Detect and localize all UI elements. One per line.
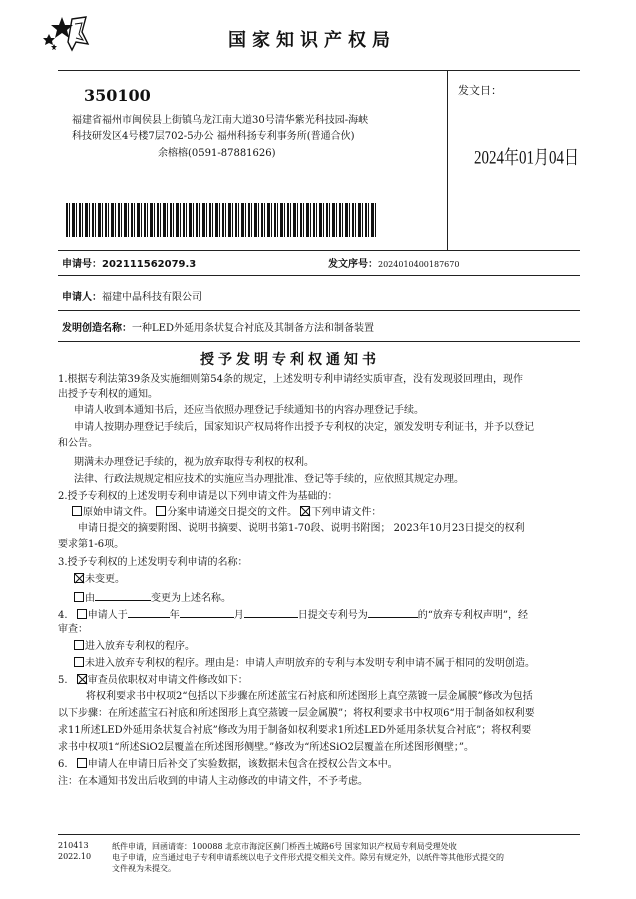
option-name-changed-a: 由 — [85, 593, 95, 604]
section-4-option-2 — [74, 657, 535, 671]
address-line-3: 余榕榕(0591-87881626) — [158, 148, 276, 159]
checkbox-following-docs[interactable] — [300, 506, 310, 516]
serial-number: 2024010400187670 — [378, 260, 460, 269]
option-divisional-docs: 分案申请递交日提交的文件。 — [167, 507, 298, 518]
notice-note: 注：在本通知书发出后收到的申请人主动修改的申请文件，不予考虑。 — [58, 776, 368, 787]
applicant-label: 申请人： — [62, 292, 102, 303]
section-2-options — [72, 506, 381, 520]
office-name: 国家知识产权局 — [228, 30, 396, 51]
section-4-number: 4. — [58, 610, 68, 621]
address-line-1: 福建省福州市闽侯县上街镇乌龙江南大道30号清华紫光科技园-海峡 — [72, 115, 369, 126]
application-number: 202111562079.3 — [102, 259, 197, 270]
option-name-changed-b: 变更为上述名称。 — [151, 593, 231, 604]
option-original-docs: 原始申请文件。 — [83, 507, 153, 518]
para-4: 期满未办理登记手续的，视为放弃取得专利权的权利。 — [74, 457, 314, 468]
checkbox-original-docs[interactable] — [72, 506, 82, 516]
option-following-docs: 下列申请文件： — [311, 507, 382, 518]
national-emblem-logo — [42, 14, 90, 54]
dispatch-date-label: 发文日： — [458, 84, 502, 97]
checkbox-supplementary-data[interactable] — [77, 758, 87, 768]
para-1-a: 1.根据专利法第39条及实施细则第54条的规定，上述发明专利申请经实质审查，没有发现驳回理由，现作 — [58, 374, 523, 385]
barcode — [66, 203, 376, 237]
checkbox-name-unchanged[interactable] — [74, 573, 84, 583]
address-line-2: 科技研发区4号楼7层702-5办公 福州科扬专利事务所(普通合伙) — [72, 131, 355, 142]
section-6-row — [58, 758, 398, 772]
section-4-option-1 — [74, 640, 195, 654]
section-4-row — [58, 607, 528, 623]
section-5-number: 5. — [58, 675, 68, 686]
dispatch-date: 2024年01月04日 — [474, 148, 580, 169]
invention-label: 发明创造名称： — [62, 323, 132, 334]
para-2: 申请人收到本通知书后，还应当依照办理登记手续通知书的内容办理登记手续。 — [74, 405, 424, 416]
checkbox-not-enter-waiver[interactable] — [74, 657, 84, 667]
serial-number-row — [328, 255, 459, 270]
footer-line-1: 纸件申请，回函请寄：100088 北京市海淀区蓟门桥西土城路6号 国家知识产权局专利局受理处收 — [112, 842, 457, 851]
applicant-name: 福建中晶科技有限公司 — [102, 292, 202, 303]
section-4-c: 审查： — [58, 624, 88, 635]
option-name-unchanged: 未变更。 — [85, 574, 125, 585]
section-3-option-1 — [74, 573, 125, 587]
footer-code-1: 210413 — [58, 841, 89, 850]
postcode: 350100 — [84, 86, 151, 105]
section-2-detail-a: 申请日提交的摘要附图、说明书摘要、说明书第1-70段、说明书附图； 2023年10月23日提交的权利 — [78, 523, 525, 534]
serial-number-label: 发文序号： — [328, 259, 378, 270]
para-3-a: 申请人按期办理登记手续后，国家知识产权局将作出授予专利权的决定，颁发发明专利证书，并予以登记 — [74, 422, 534, 433]
application-number-label: 申请号： — [62, 259, 102, 270]
section-2-heading: 2.授予专利权的上述发明专利申请是以下列申请文件为基础的： — [58, 491, 338, 502]
section-4-month: 月 — [233, 610, 244, 621]
para-1-b: 出授予专利权的通知。 — [58, 389, 158, 400]
office-logo — [42, 14, 90, 54]
footer-code-2: 2022.10 — [58, 852, 92, 861]
checkbox-name-changed[interactable] — [74, 592, 84, 602]
footer-line-2: 电子申请，应当通过电子专利申请系统以电子文件形式提交相关文件。除另有规定外，以纸件等其他形式提交的 — [112, 853, 504, 862]
checkbox-examiner-amend[interactable] — [77, 674, 87, 684]
section-5-body-1: 将权利要求书中权项2“包括以下步骤在所述蓝宝石衬底和所述图形上真空蒸镀一层金属膜”修改为包括 — [86, 691, 533, 702]
checkbox-enter-waiver[interactable] — [74, 640, 84, 650]
para-5: 法律、行政法规规定相应技术的实施应当办理批准、登记等手续的，应依照其规定办理。 — [74, 474, 464, 485]
section-6-text: 申请人在申请日后补交了实验数据，该数据未包含在授权公告文本中。 — [87, 759, 398, 770]
section-5-body-2: 以下步骤：在所述蓝宝石衬底和所述图形上真空蒸镀一层金属膜”；将权利要求书中权项6“用于制备如权利要 — [58, 708, 535, 719]
section-4-day: 日提交专利号为 — [297, 610, 368, 621]
option-enter-waiver: 进入放弃专利权的程序。 — [85, 641, 195, 652]
section-2-detail-b: 要求第1-6项。 — [58, 539, 125, 550]
application-number-row — [62, 255, 196, 270]
section-5-heading: 审查员依职权对申请文件修改如下： — [87, 675, 248, 686]
section-3-heading: 3.授予专利权的上述发明专利申请的名称： — [58, 557, 248, 568]
para-3-b: 和公告。 — [58, 438, 98, 449]
notice-title: 授予发明专利权通知书 — [200, 352, 380, 368]
invention-row — [62, 319, 374, 334]
section-4-b: 的“放弃专利权声明”，经 — [417, 610, 528, 621]
invention-title: 一种LED外延用条状复合衬底及其制备方法和制备装置 — [132, 323, 374, 334]
section-4-year: 年 — [169, 610, 180, 621]
applicant-row — [62, 288, 202, 303]
section-3-option-2 — [74, 590, 231, 606]
checkbox-divisional-docs[interactable] — [156, 506, 166, 516]
option-not-enter-waiver: 未进入放弃专利权的程序。理由是：申请人声明放弃的专利与本发明专利申请不属于相同的发明创造。 — [85, 658, 535, 669]
section-5-body-4: 求书中权项1“所述SiO2层覆盖在所述图形侧壁。”修改为“所述SiO2层覆盖在所述图形侧壁；”。 — [58, 742, 475, 753]
footer-line-3: 文件视为未提交。 — [112, 864, 176, 873]
checkbox-waiver[interactable] — [77, 609, 87, 619]
section-5-body-3: 求11所述LED外延用条状复合衬底”修改为用于制备如权利要求1所述LED外延用条状复合衬底”；将权利要 — [58, 725, 532, 736]
section-4-a: 申请人于 — [87, 610, 128, 621]
section-6-number: 6. — [58, 759, 68, 770]
section-5-row — [58, 674, 248, 688]
